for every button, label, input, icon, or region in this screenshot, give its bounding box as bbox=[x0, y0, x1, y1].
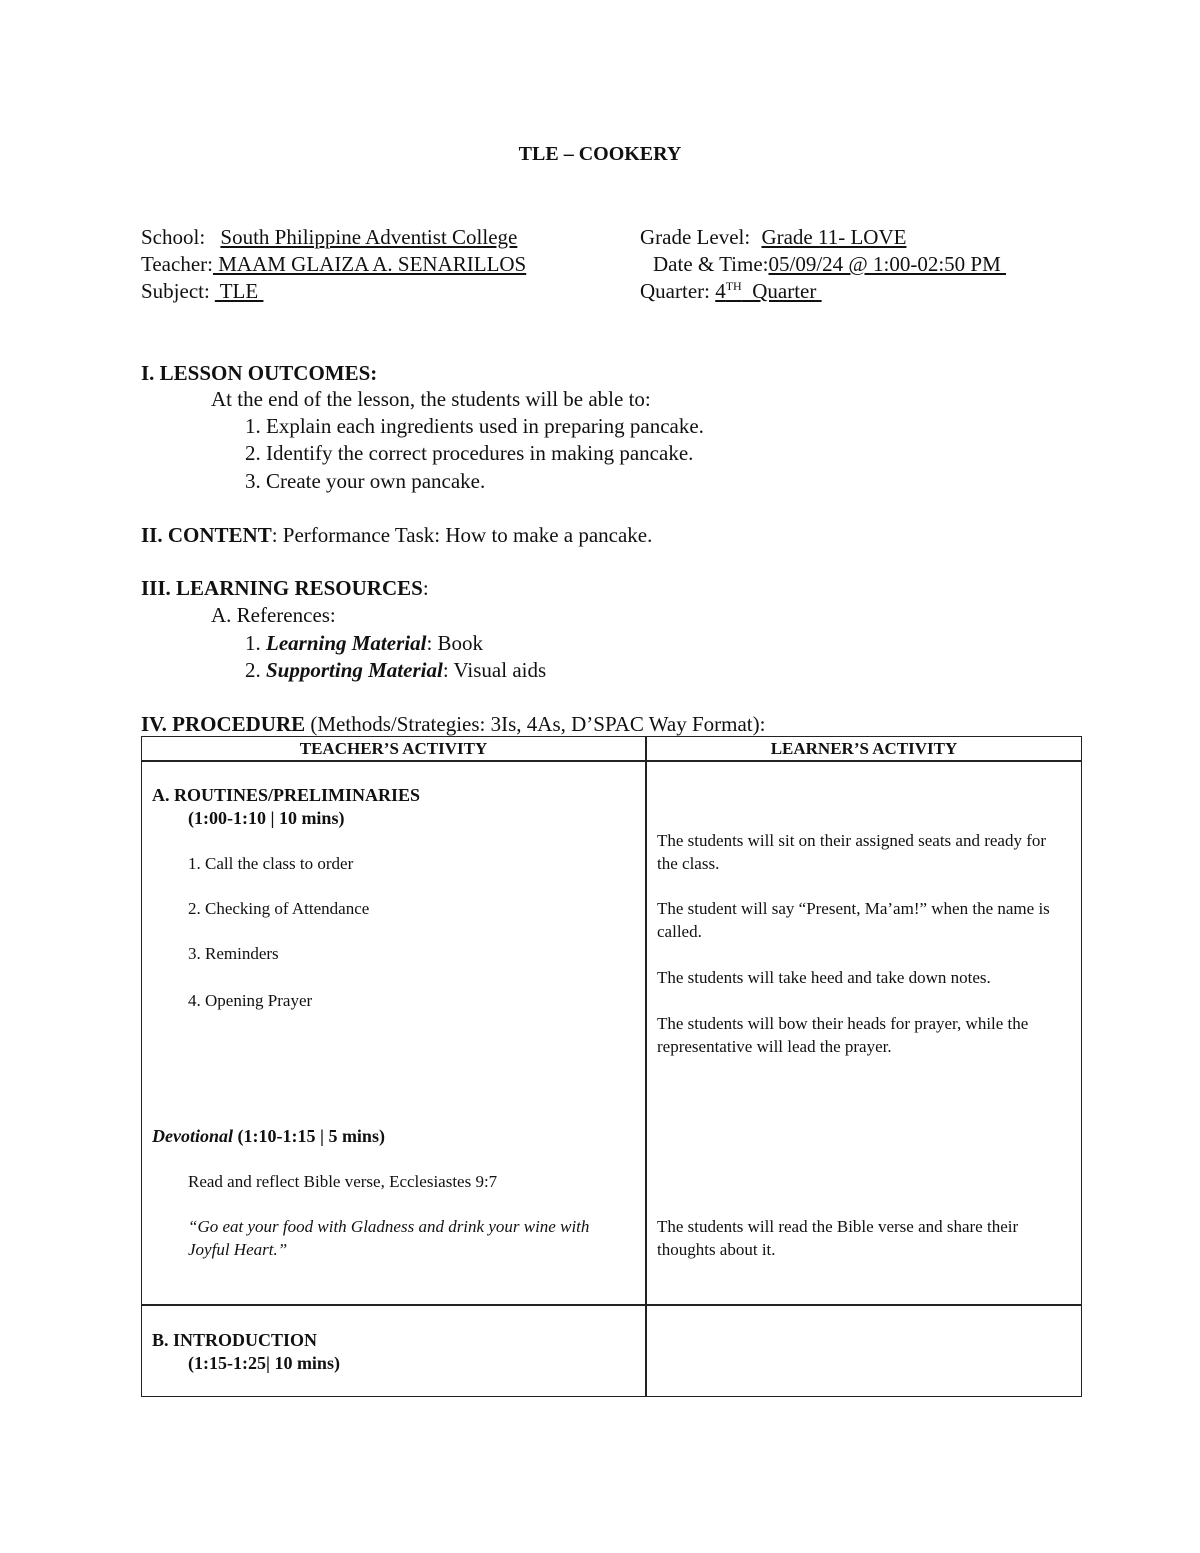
routine-item: 1. Call the class to order bbox=[188, 854, 354, 873]
devotional-response: The students will read the Bible verse and share their thoughts about it. bbox=[657, 1217, 1019, 1259]
teacher-label: Teacher: bbox=[141, 252, 213, 276]
page-title: TLE – COOKERY bbox=[518, 143, 682, 165]
devotional-instruction: Read and reflect Bible verse, Ecclesiastes 9:7 bbox=[188, 1172, 498, 1191]
quarter-word: Quarter bbox=[741, 279, 822, 303]
resource-number: 2. bbox=[245, 658, 266, 682]
outcomes-intro: At the end of the lesson, the students will be able to: bbox=[211, 387, 651, 411]
content-line bbox=[141, 523, 652, 548]
grade-value: Grade 11- LOVE bbox=[761, 225, 907, 249]
learner-response: The students will bow their heads for prayer, while the representative will lead the prayer. bbox=[657, 1014, 1029, 1056]
procedure-heading: IV. PROCEDURE bbox=[141, 712, 306, 736]
routine-item: 4. Opening Prayer bbox=[188, 991, 313, 1010]
outcomes-heading: I. LESSON OUTCOMES: bbox=[141, 361, 378, 385]
grade-line bbox=[640, 225, 906, 250]
procedure-text: (Methods/Strategies: 3Is, 4As, D’SPAC Way Format): bbox=[305, 712, 766, 736]
routine-item: 2. Checking of Attendance bbox=[188, 899, 370, 918]
routine-item: 3. Reminders bbox=[188, 944, 279, 963]
devotional-heading bbox=[152, 1125, 385, 1148]
introduction-heading: B. INTRODUCTION bbox=[152, 1330, 318, 1350]
date-line bbox=[653, 252, 1006, 277]
resource-text: : Visual aids bbox=[442, 658, 547, 682]
subject-label: Subject: bbox=[141, 279, 210, 303]
resources-colon: : bbox=[422, 576, 429, 600]
devotional-label: Devotional bbox=[152, 1126, 233, 1146]
procedure-line bbox=[141, 712, 765, 737]
date-label: Date & Time: bbox=[653, 252, 769, 276]
content-heading: II. CONTENT bbox=[141, 523, 272, 547]
school-line bbox=[141, 225, 517, 250]
teacher-activity-header: TEACHER’S ACTIVITY bbox=[299, 739, 488, 758]
learner-activity-header: LEARNER’S ACTIVITY bbox=[770, 739, 958, 758]
grade-label: Grade Level: bbox=[640, 225, 751, 249]
teacher-line bbox=[141, 252, 526, 277]
column-divider bbox=[645, 737, 647, 1396]
procedure-table bbox=[141, 736, 1082, 1397]
resources-line bbox=[141, 576, 429, 601]
quarter-suffix: TH bbox=[725, 279, 742, 293]
subject-line bbox=[141, 279, 263, 304]
devotional-verse: “Go eat your food with Gladness and drink your wine with Joyful Heart.” bbox=[188, 1217, 590, 1259]
quarter-line bbox=[640, 279, 822, 304]
resource-label: Learning Material bbox=[266, 631, 427, 655]
date-value: 05/09/24 @ 1:00-02:50 PM bbox=[768, 252, 1007, 276]
devotional-time: (1:10-1:15 | 5 mins) bbox=[233, 1126, 385, 1146]
teacher-value: MAAM GLAIZA A. SENARILLOS bbox=[212, 252, 527, 276]
learner-response: The student will say “Present, Ma’am!” when the name is called. bbox=[657, 899, 1050, 941]
header-divider bbox=[142, 760, 1081, 762]
resource-label: Supporting Material bbox=[266, 658, 443, 682]
content-text: : Performance Task: How to make a pancake. bbox=[271, 523, 653, 547]
routines-heading: A. ROUTINES/PRELIMINARIES bbox=[152, 785, 421, 805]
subject-value: TLE bbox=[214, 279, 264, 303]
outcome-item: 2. Identify the correct procedures in making pancake. bbox=[245, 441, 694, 465]
learner-response: The students will take heed and take down notes. bbox=[657, 968, 991, 987]
resource-number: 1. bbox=[245, 631, 266, 655]
resource-text: : Book bbox=[426, 631, 484, 655]
row-divider bbox=[142, 1304, 1081, 1306]
routines-time: (1:00-1:10 | 10 mins) bbox=[188, 808, 345, 828]
quarter-label: Quarter: bbox=[640, 279, 710, 303]
learner-response: The students will sit on their assigned seats and ready for the class. bbox=[657, 831, 1047, 873]
school-label: School: bbox=[141, 225, 206, 249]
resource-item-learning bbox=[245, 631, 483, 656]
outcome-item: 1. Explain each ingredients used in preparing pancake. bbox=[245, 414, 704, 438]
introduction-time: (1:15-1:25| 10 mins) bbox=[188, 1353, 340, 1373]
quarter-value bbox=[715, 279, 821, 303]
school-value: South Philippine Adventist College bbox=[220, 225, 518, 249]
references-label: A. References: bbox=[211, 603, 336, 627]
outcome-item: 3. Create your own pancake. bbox=[245, 469, 486, 493]
resources-heading: III. LEARNING RESOURCES bbox=[141, 576, 423, 600]
resource-item-supporting bbox=[245, 658, 546, 683]
quarter-number: 4 bbox=[715, 279, 726, 303]
